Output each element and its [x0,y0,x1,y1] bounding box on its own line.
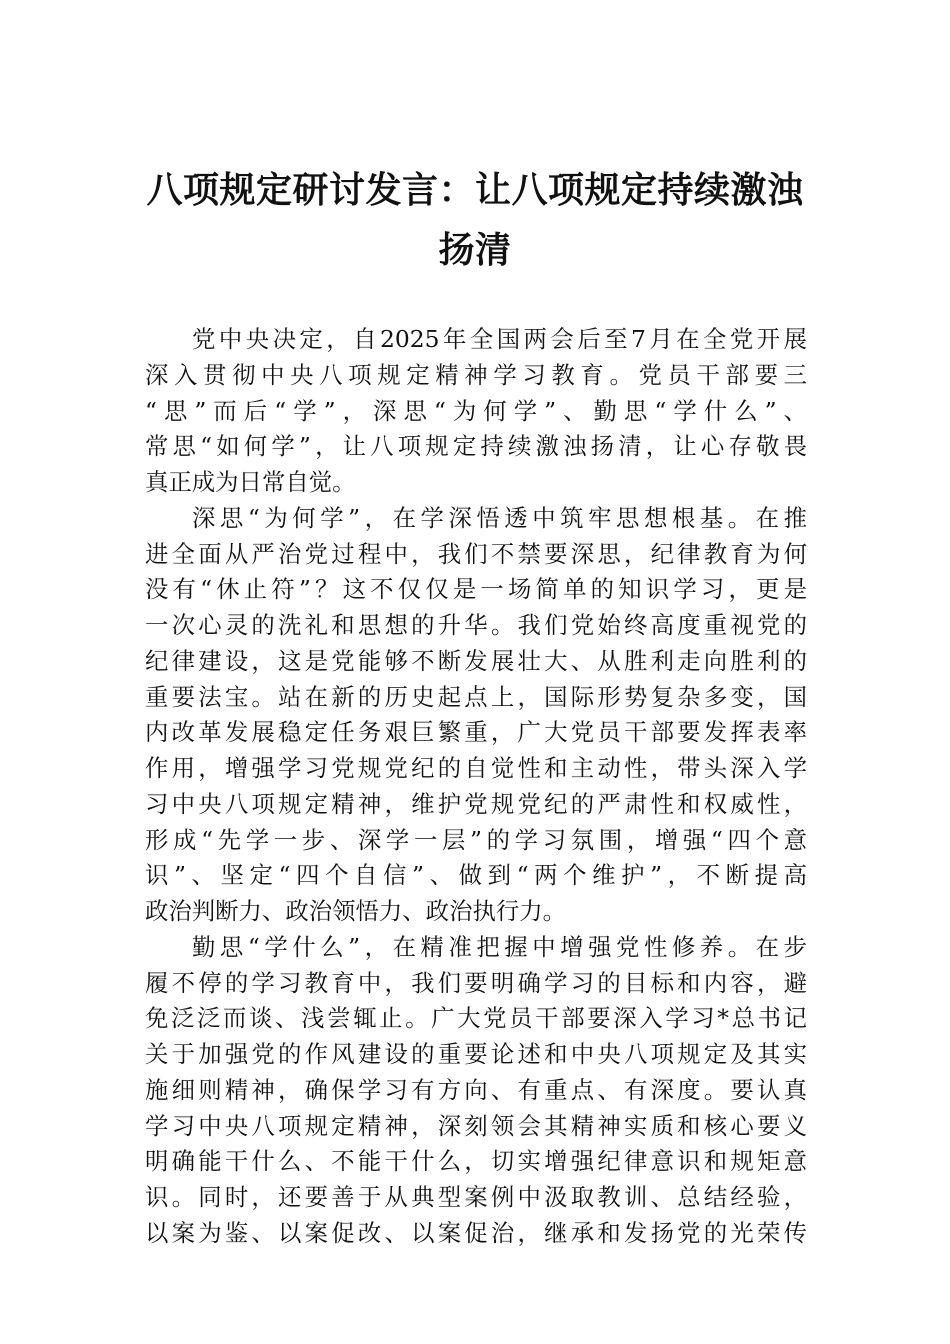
paragraph-line: 学习中央八项规定精神，深刻领会其精神实质和核心要义 [145,1111,807,1140]
paragraph-line: 勤思“学什么”，在精准把握中增强党性修养。在步 [192,932,807,961]
document-title [145,160,805,280]
document-body [145,322,807,1252]
paragraph-line: 深入贯彻中央八项规定精神学习教育。党员干部要三 [145,360,807,389]
paragraph-line: 施细则精神，确保学习有方向、有重点、有深度。要认真 [145,1075,807,1104]
paragraph-line: 真正成为日常自觉。 [145,468,356,496]
paragraph-line: “思”而后“学”，深思“为何学”、勤思“学什么”、 [145,396,807,425]
paragraph-line: 履不停的学习教育中，我们要明确学习的目标和内容，避 [145,968,807,997]
title-line-1: 八项规定研讨发言：让八项规定持续激浊 [146,169,804,211]
paragraph-line: 习中央八项规定精神，维护党规党纪的严肃性和权威性， [145,789,807,818]
paragraph-line: 深思“为何学”，在学深悟透中筑牢思想根基。在推 [192,503,807,532]
paragraph-line: 进全面从严治党过程中，我们不禁要深思，纪律教育为何 [145,539,807,568]
paragraph-line: 关于加强党的作风建设的重要论述和中央八项规定及其实 [145,1040,807,1068]
paragraph-line: 一次心灵的洗礼和思想的升华。我们党始终高度重视党的 [145,611,807,639]
paragraph-line: 党中央决定，自2025年全国两会后至7月在全党开展 [192,325,807,353]
paragraph-2 [145,501,807,930]
paragraph-line: 内改革发展稳定任务艰巨繁重，广大党员干部要发挥表率 [145,718,807,747]
paragraph-line: 政治判断力、政治领悟力、政治执行力。 [145,897,567,925]
paragraph-line: 没有“休止符”？这不仅仅是一场简单的知识学习，更是 [145,575,807,604]
paragraph-line: 识”、坚定“四个自信”、做到“两个维护”，不断提高 [145,861,807,890]
paragraph-1 [145,322,807,501]
paragraph-line: 以案为鉴、以案促改、以案促治，继承和发扬党的光荣传 [145,1218,807,1247]
paragraph-3 [145,930,807,1252]
paragraph-line: 免泛泛而谈、浅尝辄止。广大党员干部要深入学习*总书记 [145,1004,807,1033]
paragraph-line: 识。同时，还要善于从典型案例中汲取教训、总结经验， [145,1183,807,1211]
title-line-2: 扬清 [438,229,512,271]
paragraph-line: 明确能干什么、不能干什么，切实增强纪律意识和规矩意 [145,1147,807,1176]
paragraph-line: 纪律建设，这是党能够不断发展壮大、从胜利走向胜利的 [145,646,807,675]
paragraph-line: 作用，增强学习党规党纪的自觉性和主动性，带头深入学 [145,754,807,782]
paragraph-line: 形成“先学一步、深学一层”的学习氛围，增强“四个意 [145,825,807,854]
paragraph-line: 常思“如何学”，让八项规定持续激浊扬清，让心存敬畏 [145,432,807,461]
paragraph-line: 重要法宝。站在新的历史起点上，国际形势复杂多变，国 [145,682,807,711]
